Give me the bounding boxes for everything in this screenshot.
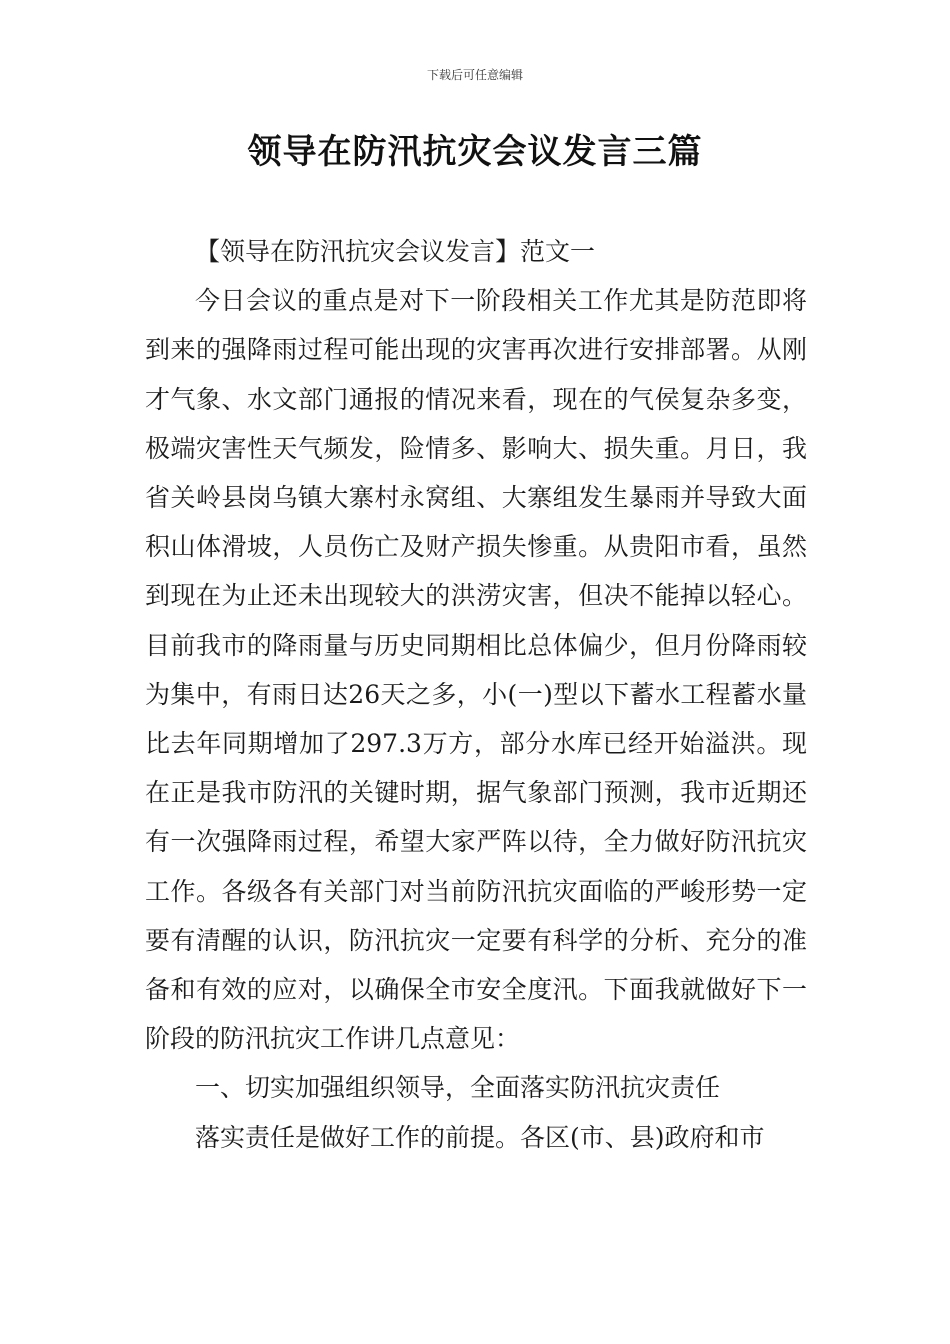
body-paragraph: 今日会议的重点是对下一阶段相关工作尤其是防范即将到来的强降雨过程可能出现的灾害再次进行安排部署。从刚才气象、水文部门通报的情况来看，现在的气侯复杂多变，极端灾害性天气频发，险情多、影响大、损失重。月日，我省关岭县岗乌镇大寨村永窝组、大寨组发生暴雨并导致大面积山体滑坡，人员伤亡及财产损失惨重。从贵阳市看，虽然到现在为止还未出现较大的洪涝灾害，但决不能掉以轻心。目前我市的降雨量与历史同期相比总体偏少，但月份降雨较为集中，有雨日达26天之多，小(一)型以下蓄水工程蓄水量比去年同期增加了297.3万方，部分水库已经开始溢洪。现在正是我市防汛的关键时期，据气象部门预测，我市近期还有一次强降雨过程，希望大家严阵以待，全力做好防汛抗灾工作。各级各有关部门对当前防汛抗灾面临的严峻形势一定要有清醒的认识，防汛抗灾一定要有科学的分析、充分的准备和有效的应对，以确保全市安全度汛。下面我就做好下一阶段的防汛抗灾工作讲几点意见： <box>145 286 807 1054</box>
header-note: 下载后可任意编辑 <box>426 68 523 82</box>
document-title: 领导在防汛抗灾会议发言三篇 <box>247 132 703 172</box>
section-heading-sample-one: 【领导在防汛抗灾会议发言】范文一 <box>195 237 596 266</box>
body-paragraph: 落实责任是做好工作的前提。各区(市、县)政府和市 <box>195 1122 765 1152</box>
document-body <box>145 227 807 1162</box>
section-heading-point-one: 一、切实加强组织领导，全面落实防汛抗灾责任 <box>195 1073 721 1103</box>
